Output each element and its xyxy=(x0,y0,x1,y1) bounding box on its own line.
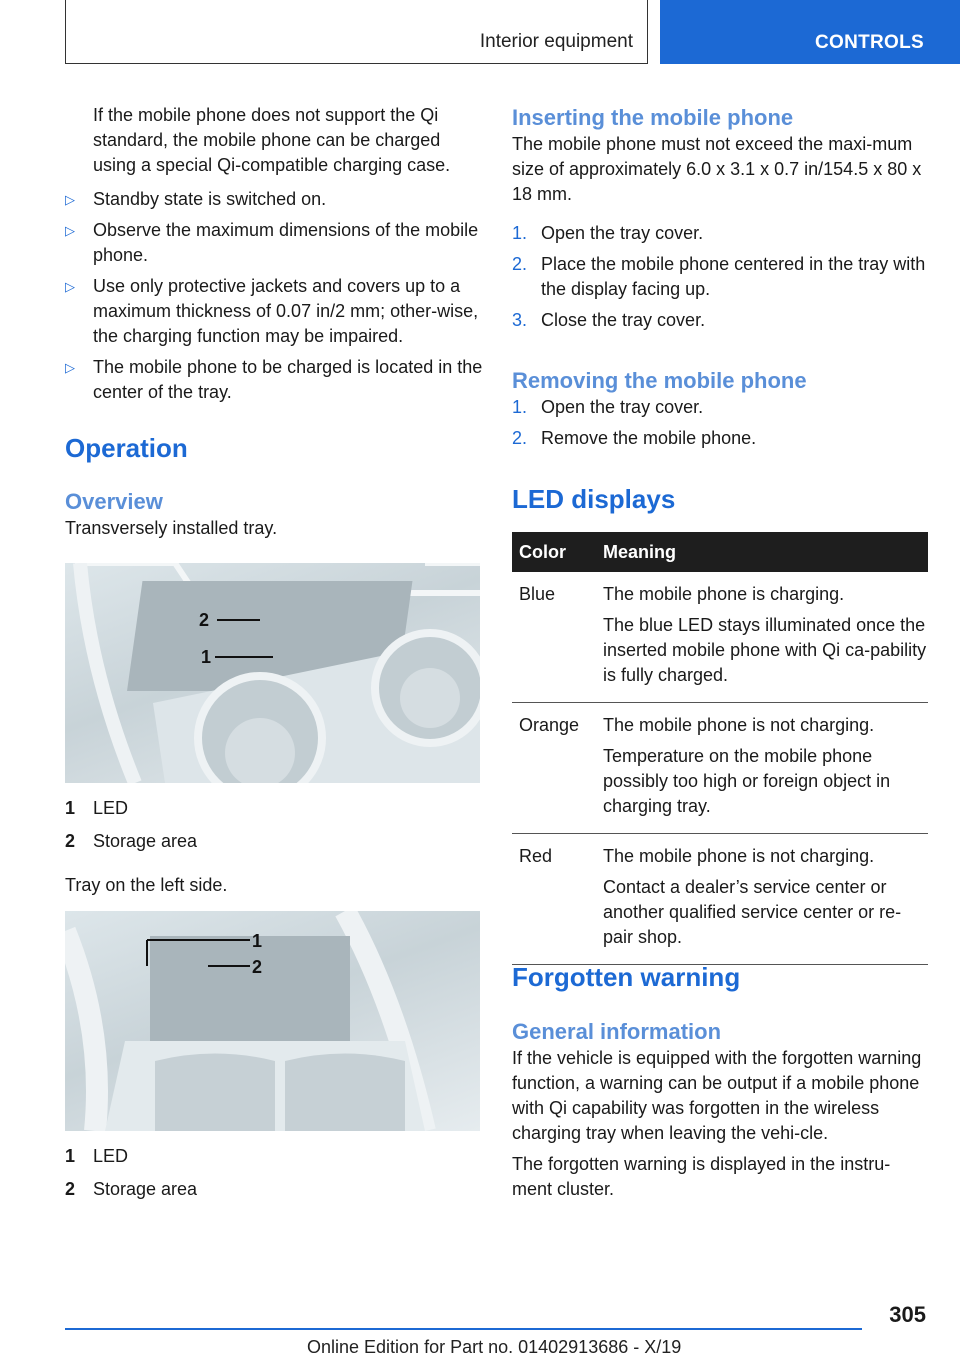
page-number: 305 xyxy=(889,1302,926,1327)
inserting-heading: Inserting the mobile phone xyxy=(512,105,794,130)
cell-color: Blue xyxy=(512,572,603,703)
list-item: ▷ Use only protective jackets and covers up to a maximum thickness of 0.07 in/2 mm; other-wise, the charging function may be impaired. xyxy=(65,276,479,346)
cluster-text: The forgotten warning is displayed in the instru-ment cluster. xyxy=(512,1154,891,1199)
header-chapter-label: CONTROLS xyxy=(815,32,925,53)
inserting-section xyxy=(512,104,928,339)
bullet-marker-icon: ▷ xyxy=(65,192,75,207)
legend-row: 1 LED xyxy=(65,798,129,818)
left-tray-figure xyxy=(65,911,480,1131)
overview-text: Transversely installed tray. xyxy=(65,518,278,538)
list-item: ▷ The mobile phone to be charged is located in the center of the tray. xyxy=(65,357,483,402)
intro-block xyxy=(93,103,485,184)
requirements-list xyxy=(65,187,485,411)
step-item: 1. Open the tray cover. xyxy=(512,223,704,243)
list-item: ▷ Standby state is switched on. xyxy=(65,187,485,212)
table-row xyxy=(512,834,928,965)
overview-heading: Overview xyxy=(65,489,163,514)
header-section-tab xyxy=(65,0,648,64)
callout-1: 1 xyxy=(252,931,263,951)
header-chapter-tab xyxy=(660,0,960,64)
left-tray-illustration xyxy=(65,911,480,1131)
footer-divider xyxy=(65,1328,862,1330)
transverse-tray-illustration xyxy=(65,563,480,783)
legend-row: 2 Storage area xyxy=(65,1179,198,1199)
inserting-text: The mobile phone must not exceed the maxi-mum size of approximately 6.0 x 3.1 x 0.7 in/154.5 x 80 x 18 mm. xyxy=(512,134,922,204)
cell-meaning: The mobile phone is not charging. Contact a dealer’s service center or another qualified service center or re-pair shop. xyxy=(603,834,928,965)
step-item: 2. Place the mobile phone centered in the tray with the display facing up. xyxy=(512,254,926,299)
table-row xyxy=(512,703,928,834)
figure1-legend xyxy=(65,796,485,862)
legend-row: 1 LED xyxy=(65,1146,129,1166)
table-header-color: Color xyxy=(512,532,603,572)
list-item: ▷ Observe the maximum dimensions of the mobile phone. xyxy=(65,220,479,265)
removing-section xyxy=(512,367,928,457)
figure2-legend xyxy=(65,1144,485,1210)
led-table xyxy=(512,532,928,965)
callout-1: 1 xyxy=(201,647,212,667)
table-header-meaning: Meaning xyxy=(603,532,928,572)
led-displays-heading: LED displays xyxy=(512,484,676,514)
callout-2: 2 xyxy=(252,957,263,977)
bullet-marker-icon: ▷ xyxy=(65,279,75,294)
step-item: 3. Close the tray cover. xyxy=(512,310,706,330)
cell-meaning: The mobile phone is not charging. Temperature on the mobile phone possibly too high or foreign object in charging tray. xyxy=(603,703,928,834)
cell-meaning: The mobile phone is charging. The blue LED stays illuminated once the inserted mobile phone with Qi ca-pability is fully charged. xyxy=(603,572,928,703)
callout-2: 2 xyxy=(199,610,210,630)
general-info-text: If the vehicle is equipped with the forgotten warning function, a warning can be output if a mobile phone with Qi capability was forgotten in the wireless charging tray when leaving the vehi-cle. xyxy=(512,1048,922,1143)
cell-color: Red xyxy=(512,834,603,965)
intro-paragraph: If the mobile phone does not support the Qi standard, the mobile phone can be charged using a special Qi-compatible charging case. xyxy=(93,105,451,175)
general-info-section xyxy=(512,1018,928,1208)
tray-left-text: Tray on the left side. xyxy=(65,875,228,895)
step-item: 1. Open the tray cover. xyxy=(512,397,704,417)
transverse-tray-figure xyxy=(65,563,480,783)
removing-heading: Removing the mobile phone xyxy=(512,368,807,393)
general-info-heading: General information xyxy=(512,1019,722,1044)
cell-color: Orange xyxy=(512,703,603,834)
bullet-marker-icon: ▷ xyxy=(65,223,75,238)
step-item: 2. Remove the mobile phone. xyxy=(512,428,757,448)
bullet-marker-icon: ▷ xyxy=(65,360,75,375)
table-row xyxy=(512,572,928,703)
header-section-label: Interior equipment xyxy=(479,31,633,52)
operation-heading: Operation xyxy=(65,433,188,463)
legend-row: 2 Storage area xyxy=(65,831,198,851)
footer-edition: Online Edition for Part no. 01402913686 - X/19 xyxy=(307,1337,682,1357)
forgotten-warning-heading: Forgotten warning xyxy=(512,962,741,992)
